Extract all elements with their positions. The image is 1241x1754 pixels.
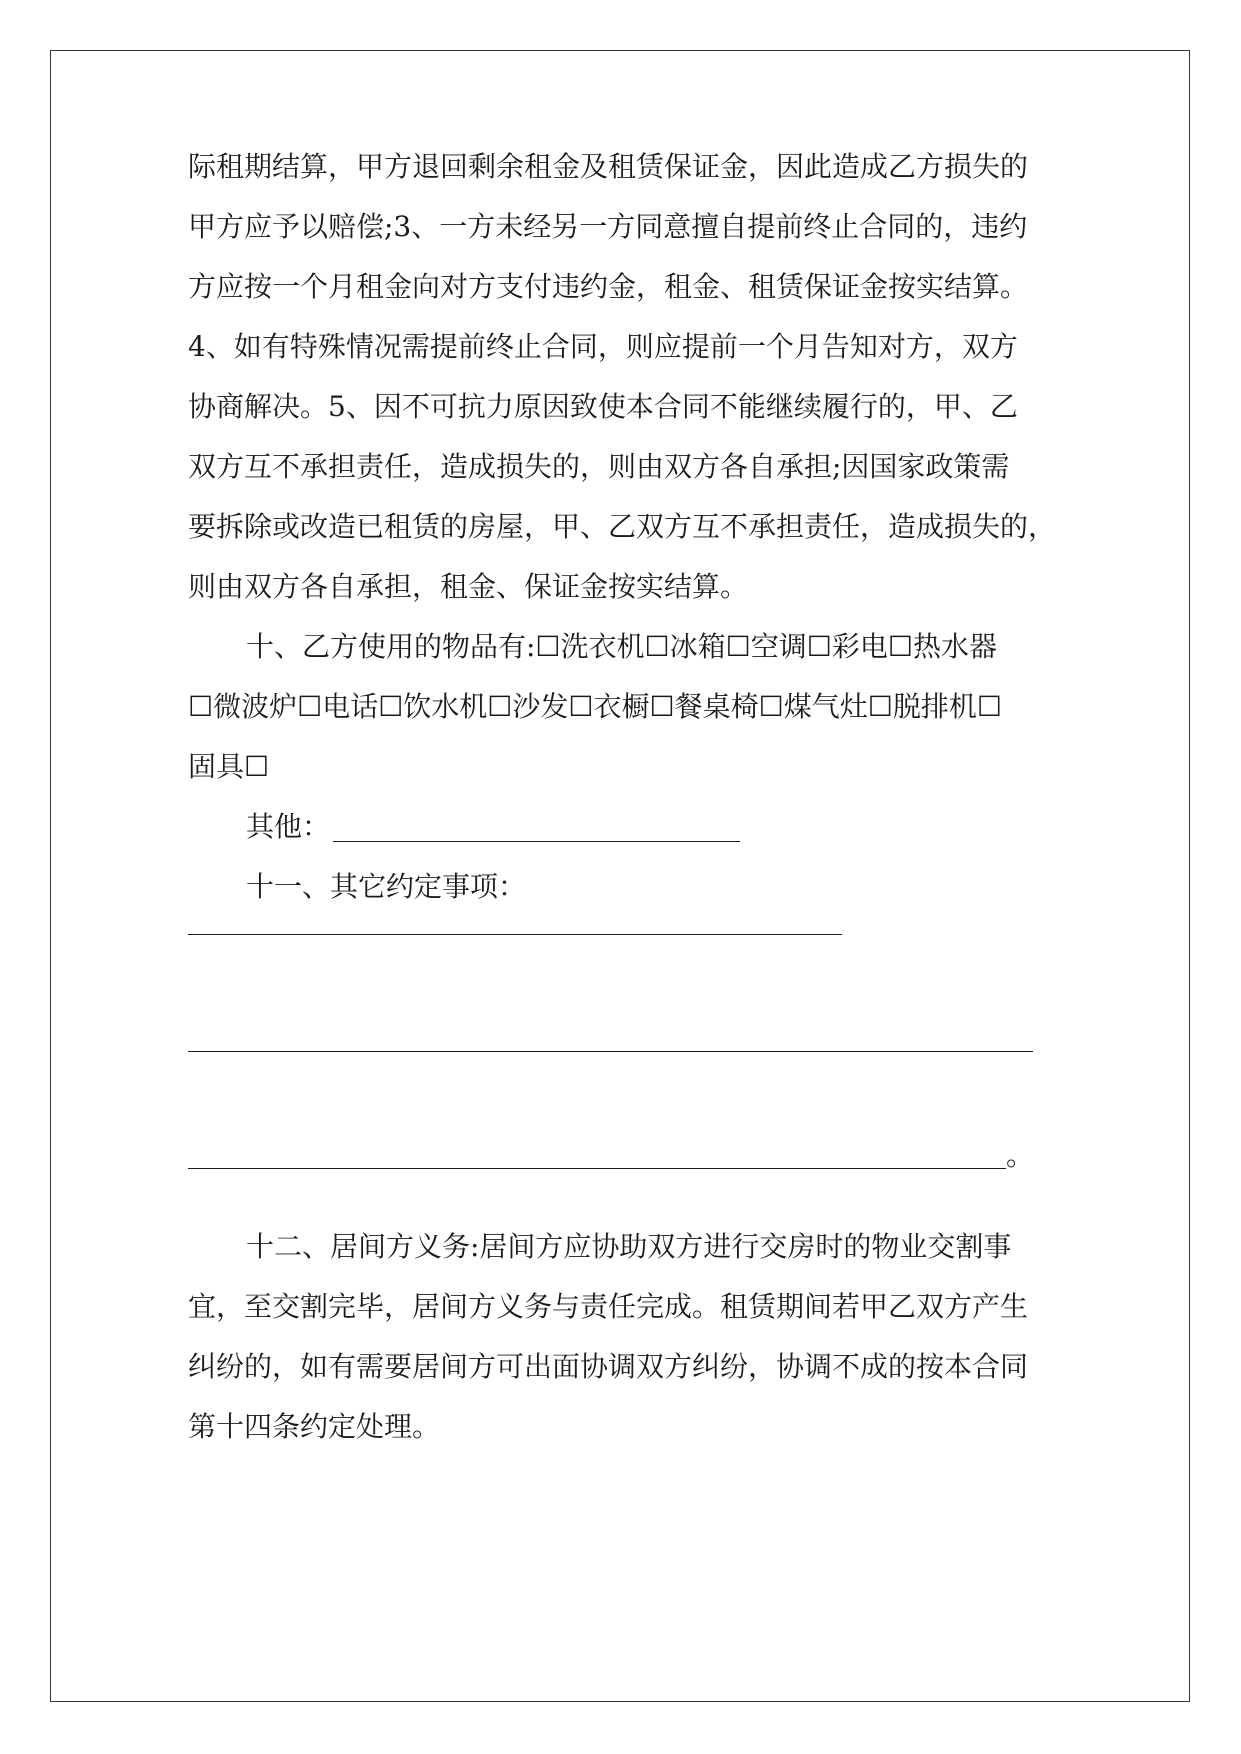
paragraph-line: 方应按一个月租金向对方支付违约金，租金、租赁保证金按实结算。 [188, 270, 1029, 303]
section-10-line: 十、乙方使用的物品有:☐洗衣机☐冰箱☐空调☐彩电☐热水器 [246, 630, 997, 663]
section-10-line: 固具☐ [188, 750, 270, 783]
paragraph-line: 际租期结算，甲方退回剩余租金及租赁保证金，因此造成乙方损失的 [188, 150, 1029, 183]
agreement-fill-line-2[interactable] [188, 1051, 1033, 1052]
section-10-line: ☐微波炉☐电话☐饮水机☐沙发☐衣橱☐餐桌椅☐煤气灶☐脱排机☐ [188, 690, 1002, 723]
section-12-line: 十二、居间方义务:居间方应协助双方进行交房时的物业交割事 [246, 1230, 1012, 1263]
paragraph-line: 协商解决。5、因不可抗力原因致使本合同不能继续履行的，甲、乙 [188, 390, 1018, 423]
agreement-fill-line-1[interactable] [188, 934, 842, 935]
paragraph-line: 则由双方各自承担，租金、保证金按实结算。 [188, 570, 749, 603]
other-label: 其他： [246, 810, 331, 843]
end-period: 。 [1006, 1139, 1035, 1172]
paragraph-line: 要拆除或改造已租赁的房屋，甲、乙双方互不承担责任，造成损失的， [188, 510, 1057, 543]
section-11-title: 十一、其它约定事项： [246, 870, 527, 903]
paragraph-line: 双方互不承担责任，造成损失的，则由双方各自承担;因国家政策需 [188, 450, 1010, 483]
other-fill-line[interactable] [333, 841, 740, 842]
agreement-fill-line-3[interactable] [188, 1168, 1006, 1169]
paragraph-line: 甲方应予以赔偿;3、一方未经另一方同意擅自提前终止合同的，违约 [188, 210, 1028, 243]
section-12-line: 纠纷的，如有需要居间方可出面协调双方纠纷，协调不成的按本合同 [188, 1350, 1029, 1383]
section-12-line: 宜，至交割完毕，居间方义务与责任完成。租赁期间若甲乙双方产生 [188, 1290, 1029, 1323]
section-12-line: 第十四条约定处理。 [188, 1410, 441, 1443]
paragraph-line: 4、如有特殊情况需提前终止合同，则应提前一个月告知对方，双方 [188, 330, 1018, 363]
